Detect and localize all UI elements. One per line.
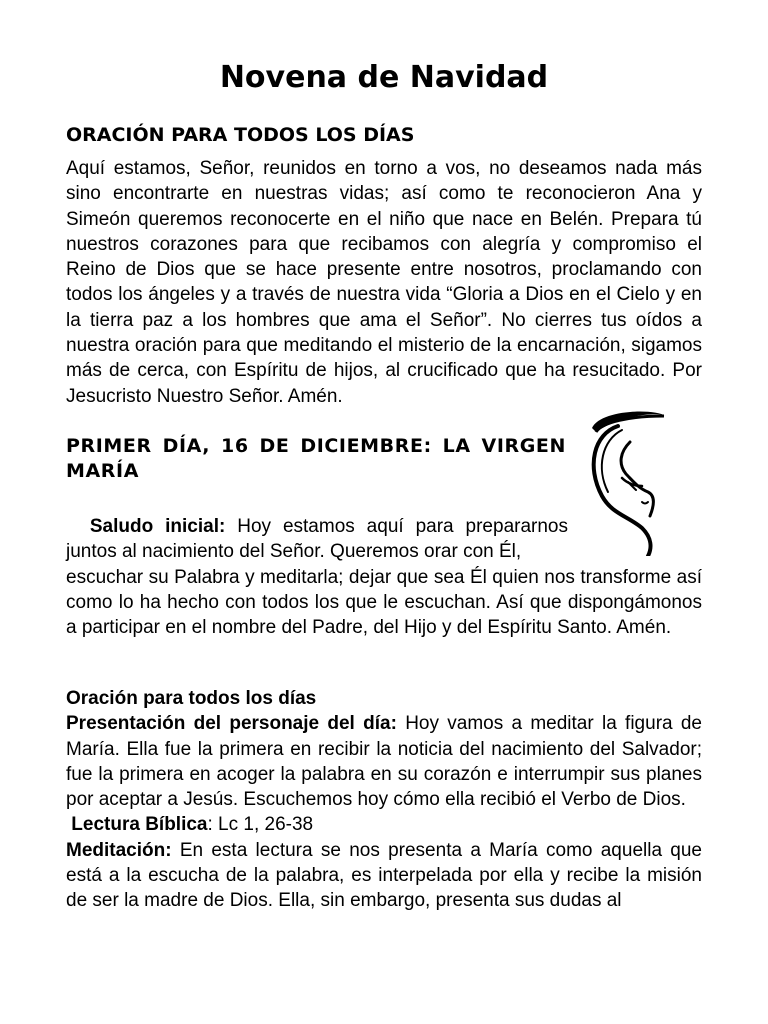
saludo-line-1 (66, 514, 568, 539)
saludo-line-1-text: Hoy estamos aquí para prepararnos (225, 516, 568, 537)
oracion-paragraph: Aquí estamos, Señor, reunidos en torno a vos, no deseamos nada más sino encontrarte en nuestras vidas; así como te reconocieron Ana y Simeón queremos reconocerte en el niño que nace en Belén. Prepara tú nuestros corazones para que recibamos con alegría y compromiso el Reino de Dios que se hace presente entre nosotros, proclamando con todos los ángeles y a través de nuestra vida “Gloria a Dios en el Cielo y en la tierra paz a los hombres que ama el Señor”. No cierres tus oídos a nuestra oración para que meditando el misterio de la encarnación, sigamos más de cerca, con Espíritu de hijos, al crucificado que ha resucitado. Por Jesucristo Nuestro Señor. Amén. (66, 158, 702, 407)
meditacion-text: En esta lectura se nos presenta a María como aquella que está a la escucha de la palabra, es interpelada por ella y recibe la misión de ser la madre de Dios. Ella, sin embargo, presenta sus dudas al (66, 839, 702, 912)
saludo-paragraph (66, 514, 702, 640)
meditacion-label: Meditación: (66, 839, 172, 861)
section-heading-oracion: ORACIÓN PARA TODOS LOS DÍAS (66, 124, 415, 146)
section-heading-primer-dia (66, 434, 566, 484)
presentacion-text: Hoy vamos a meditar la figura de María. Ella fue la primera en recibir la noticia del nacimiento del Salvador; fue la primera en acoger la palabra en su corazón e interrumpir sus planes por aceptar a Jesús. Escuchemos hoy cómo ella recibió el Verbo de Dios. (66, 713, 702, 811)
saludo-label: Saludo inicial: (89, 516, 226, 537)
heading-line-2: MARÍA (66, 460, 140, 482)
saludo-rest: escuchar su Palabra y meditarla; dejar que sea Él quien nos transforme así como lo ha hecho con todos los que le escuchan. Así que dispongámonos a participar en el nombre del Padre, del Hijo y del Espíritu Santo. Amén. (66, 566, 702, 639)
oracion-label: Oración para todos los días (66, 688, 317, 709)
heading-line-1: PRIMER DÍA, 16 DE DICIEMBRE: LA VIRGEN (66, 435, 566, 457)
oracion-del-dia-block (66, 686, 702, 914)
lectura-text: : Lc 1, 26-38 (207, 814, 314, 836)
lectura-label: Lectura Bíblica (71, 814, 208, 836)
saludo-line-2: juntos al nacimiento del Señor. Queremos orar con Él, (66, 541, 522, 563)
document-title: Novena de Navidad (219, 60, 549, 95)
presentacion-label: Presentación del personaje del día: (66, 713, 397, 735)
